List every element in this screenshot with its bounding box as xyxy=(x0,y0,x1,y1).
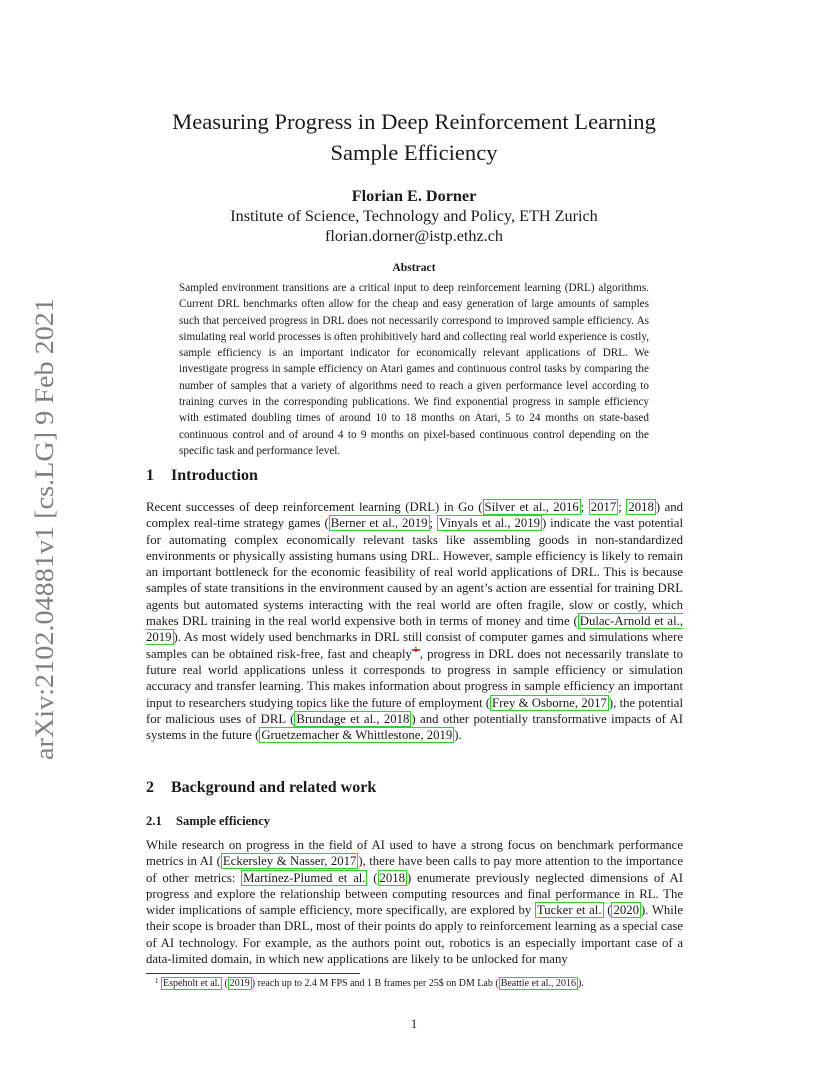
subsection-title: Sample efficiency xyxy=(176,814,271,828)
citation-link[interactable]: Dulac-Arnold et al., 2019 xyxy=(146,614,684,645)
intro-paragraph: Recent successes of deep reinforcement learning (DRL) in Go ( Silver et al., 2016 ; 2017 ; 2018 ) and complex real-time strategy games ( Berner et al., 2019 ; Vinyals et al., 2019 ) indicate the vast potential for automating complex economically relevant tasks like assembling goods in non-standardized environments or physically assisting humans using DRL. However, sample efficiency is likely to remain an important bottleneck for the economic feasibility of real world applications of DRL. This is because samples of state transitions in the environment caused by an agent’s action are essential for training DRL agents but automated systems interacting with the real world are often fragile, slow or costly, which makes DRL training in the real world expensive both in terms of money and time ( Dulac-Arnold et al., 2019 ). As most widely used benchmarks in DRL still consist of computer games and simulations where samples can be obtained risk-free, fast and cheaply 1 , progress in DRL does not necessarily translate to future real world applications unless it corresponds to progress in sample efficiency or simulation accuracy and transfer learning. This makes information about progress in sample efficiency an important input to researchers studying topics like the future of employment ( Frey & Osborne, 2017 ), the potential for malicious uses of DRL ( Brundage et al., 2018 ) and other potentially transformative impacts of AI systems in the future ( Gruetzemacher & Whittlestone, 2019 ). xyxy=(146,500,684,743)
sample-efficiency-paragraph: While research on progress in the field of AI used to have a strong focus on benchmark performance metrics in AI ( Eckersley & Nasser, 2017 ), there have been calls to pay more attention to the importance of other metrics: Martínez-Plumed et al. ( 2018 ) enumerate previously neglected dimensions of AI progress and explore the relationship between computing resources and final performance in RL. The wider implications of sample efficiency, more specifically, are explored by Tucker et al. ( 2020 ). While their scope is broader than DRL, most of their points do apply to reinforcement learning as a special case of AI technology. For example, as the authors point out, robotics is an especially important case of a data-limited domain, in which new applications are likely to be unlocked for many xyxy=(146,838,684,967)
title-line-1: Measuring Progress in Deep Reinforcement Learning xyxy=(172,109,656,134)
citation-link[interactable]: Frey & Osborne, 2017 xyxy=(491,695,607,710)
citation-link[interactable]: Berner et al., 2019 xyxy=(330,516,428,531)
citation-link[interactable]: Gruetzemacher & Whittlestone, 2019 xyxy=(261,728,453,743)
footnote-marker-link[interactable]: 1 xyxy=(413,645,418,655)
author-name: Florian E. Dorner xyxy=(351,187,477,205)
citation-link[interactable]: Beattie et al., 2016 xyxy=(500,978,576,989)
section-1-heading xyxy=(146,467,258,485)
abstract-text: Sampled environment transitions are a critical input to deep reinforcement learning (DRL) algorithms. Current DRL benchmarks often allow for the cheap and easy generation of large amounts of samples such that perceived progress in DRL does not necessarily correspond to improved sample efficiency. As simulating real world processes is often prohibitively hard and collecting real world experience is costly, sample efficiency is an important indicator for economically relevant applications of DRL. We investigate progress in sample efficiency on Atari games and continuous control tasks by comparing the number of samples that a variety of algorithms need to reach a given performance level according to training curves in the corresponding publications. We find exponential progress in sample efficiency with estimated doubling times of around 10 to 18 months on Atari, 5 to 24 months on state-based continuous control and of around 4 to 9 months on pixel-based continuous control depending on the specific task and performance level. xyxy=(179,282,649,457)
section-2-heading xyxy=(146,779,376,797)
citation-link[interactable]: Tucker et al. xyxy=(536,903,602,918)
citation-link[interactable]: Eckersley & Nasser, 2017 xyxy=(222,854,357,869)
footnote-divider xyxy=(146,973,360,974)
subsection-number: 2.1 xyxy=(146,814,162,828)
citation-link[interactable]: Brundage et al., 2018 xyxy=(296,711,410,726)
section-number: 2 xyxy=(146,779,154,796)
author-block xyxy=(0,186,828,246)
abstract-heading: Abstract xyxy=(392,261,436,274)
citation-link[interactable]: Vinyals et al., 2019 xyxy=(439,516,540,531)
section-number: 1 xyxy=(146,467,154,484)
citation-link[interactable]: 2018 xyxy=(379,870,405,885)
page-number: 1 xyxy=(410,1017,418,1031)
section-title: Introduction xyxy=(171,467,258,484)
arxiv-stamp[interactable] xyxy=(24,295,60,765)
footnote-1: 1 Espeholt et al. ( 2019 ) reach up to 2.4 M FPS and 1 B frames per 25$ on DM Lab ( Beattie et al., 2016 ). xyxy=(155,977,584,989)
citation-link[interactable]: Martínez-Plumed et al. xyxy=(243,870,366,885)
citation-link[interactable]: 2020 xyxy=(613,903,639,918)
citation-link[interactable]: 2019 xyxy=(229,978,250,989)
citation-link[interactable]: Silver et al., 2016 xyxy=(484,500,579,514)
title-line-2: Sample Efficiency xyxy=(330,140,498,165)
footnote-mark: 1 xyxy=(155,977,159,985)
citation-link[interactable]: 2017 xyxy=(590,500,617,514)
author-affiliation: Institute of Science, Technology and Policy, ETH Zurich xyxy=(230,207,598,225)
section-title: Background and related work xyxy=(171,779,377,796)
arxiv-stamp-text: arXiv:2102.04881v1 [cs.LG] 9 Feb 2021 xyxy=(29,325,59,760)
paper-title xyxy=(0,106,828,168)
citation-link[interactable]: Espeholt et al. xyxy=(163,978,220,989)
author-email[interactable]: florian.dorner@istp.ethz.ch xyxy=(324,227,504,245)
citation-link[interactable]: 2018 xyxy=(628,500,654,514)
subsection-2-1-heading xyxy=(146,814,270,829)
